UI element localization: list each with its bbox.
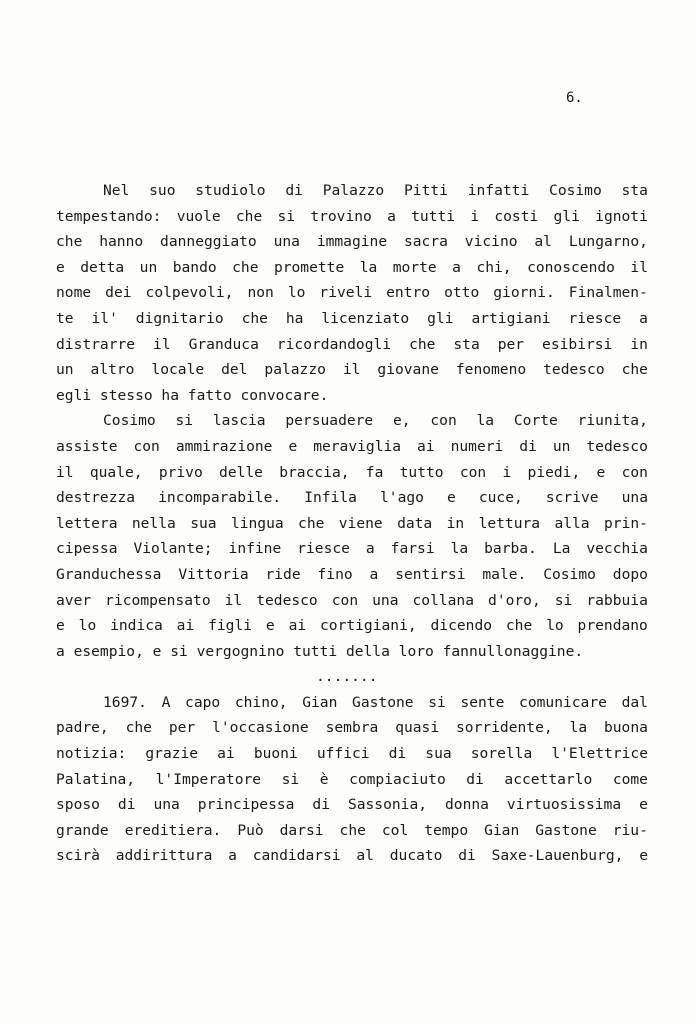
text-line (56, 562, 648, 588)
word: fa (365, 463, 384, 481)
word: Pitti (404, 182, 448, 199)
word: lo (78, 617, 97, 635)
text-line (56, 536, 648, 562)
word: sacra (403, 233, 448, 251)
word: ignoti (595, 207, 648, 225)
word: riesce (568, 309, 622, 327)
word: che (56, 233, 83, 251)
text-line (56, 178, 648, 204)
word: è (319, 770, 329, 788)
word: come (612, 770, 648, 788)
word: la (359, 258, 378, 276)
word: vuole (176, 207, 221, 225)
word: cortigiani, (320, 617, 417, 635)
word: al (534, 233, 552, 251)
line-text: egli stesso ha fatto convocare. (56, 386, 329, 404)
text-line (56, 843, 648, 869)
word: sta (621, 182, 648, 199)
word: Corte (513, 412, 558, 430)
word: e (447, 489, 456, 507)
text-line (56, 715, 648, 741)
word: infatti (467, 182, 530, 199)
word: trovino (310, 207, 372, 225)
text-line (56, 306, 648, 332)
word: una (372, 591, 399, 609)
word: chi, (476, 258, 512, 276)
word: Cosimo (549, 182, 602, 199)
word: a (639, 309, 648, 327)
word: l'Imperatore (155, 770, 262, 788)
word: lo (546, 617, 564, 635)
word: buoni (253, 745, 298, 763)
text-line (56, 613, 648, 639)
word: la (476, 412, 495, 430)
word: grazie (145, 745, 199, 763)
word: e (639, 847, 648, 865)
word: e, (393, 412, 411, 430)
word: i (470, 207, 480, 225)
word: ricompensato (105, 591, 211, 609)
word: quale, (89, 463, 143, 481)
line-text: a esempio, e si vergognino tutti della loro fannullonaggine. (56, 642, 584, 660)
word: e (288, 437, 298, 455)
word: il (342, 361, 361, 379)
word: Finalmen- (568, 284, 648, 302)
text-line (56, 204, 648, 230)
word: indica (110, 617, 163, 635)
word: compiaciuto (349, 770, 446, 788)
word: a (228, 847, 237, 865)
word: conoscendo (527, 258, 615, 276)
word: principessa (197, 796, 295, 814)
text-line (56, 639, 648, 665)
word: lettera (56, 514, 118, 532)
text-line (56, 332, 648, 358)
word: detta (80, 258, 125, 276)
word: del (221, 361, 248, 379)
word: il (153, 335, 171, 353)
word: il (630, 258, 648, 276)
word: dicendo (430, 617, 493, 635)
word: a (369, 565, 379, 583)
word: un (552, 437, 571, 455)
word: gli (427, 309, 454, 327)
word: 1697. (103, 693, 147, 711)
word: virtuosissima (506, 796, 622, 814)
word: A (161, 693, 171, 711)
word: fino (317, 565, 353, 583)
word: di (466, 770, 484, 788)
word: Lungarno, (568, 233, 648, 251)
word: con (430, 412, 457, 430)
word: chino, (234, 693, 288, 711)
word: entro (386, 284, 431, 302)
word: Gastone (535, 821, 597, 839)
word: il (224, 591, 243, 609)
word: Cosimo (543, 565, 596, 583)
word: giorni. (493, 284, 555, 302)
word: viene (338, 514, 383, 532)
word: Cosimo (103, 412, 156, 430)
word: nome (56, 284, 92, 302)
word: in (446, 514, 465, 532)
paragraph (56, 178, 648, 408)
word: il (56, 463, 74, 481)
word: ride (265, 565, 301, 583)
word: giovane (377, 361, 439, 379)
word: che (232, 258, 259, 276)
word: data (397, 514, 433, 532)
word: destrezza (56, 489, 136, 507)
word: riesce (297, 540, 350, 558)
word: si (428, 693, 446, 711)
text-line (56, 280, 648, 306)
word: che (235, 207, 263, 225)
text-line (56, 460, 648, 486)
word: danneggiato (160, 233, 257, 251)
word: Granduca (188, 335, 259, 353)
word: con (621, 463, 648, 481)
word: ai (176, 617, 195, 635)
word: di (458, 847, 476, 865)
word: che (409, 335, 436, 353)
word: ereditiera. (124, 821, 222, 839)
word: una (153, 796, 180, 814)
word: Gian (484, 821, 520, 839)
word: ducato (389, 847, 443, 865)
word: e (56, 617, 65, 635)
word: Gastone (352, 693, 414, 711)
word: cuce, (478, 489, 523, 507)
word: colpevoli, (145, 284, 234, 302)
word: lingua (230, 514, 284, 532)
word: per (497, 335, 525, 353)
text-line (56, 408, 648, 434)
word: comunicare (519, 693, 607, 711)
word: di (388, 745, 407, 763)
text-line (56, 383, 648, 409)
word: riu- (612, 821, 648, 839)
text-line (56, 357, 648, 383)
paragraph (56, 690, 648, 869)
word: male. (482, 565, 527, 583)
word: candidarsi (252, 847, 341, 865)
word: altro (90, 361, 135, 379)
word: artigiani (471, 309, 551, 327)
word: lettura (478, 514, 541, 532)
word: morte (392, 258, 437, 276)
word: persuadere (285, 412, 374, 430)
word: e (56, 258, 65, 276)
text-line (56, 588, 648, 614)
word: cipessa (56, 540, 118, 558)
word: meraviglia (313, 437, 402, 455)
word: sua (190, 514, 217, 532)
word: barba. (484, 540, 537, 558)
word: ricordandogli (276, 335, 392, 353)
word: a (452, 258, 461, 276)
word: tedesco (543, 361, 605, 379)
word: che (241, 309, 268, 327)
word: capo (185, 693, 221, 711)
word: sorella (470, 745, 533, 763)
word: dal (621, 693, 648, 711)
body-text (56, 178, 648, 869)
word: tutto (399, 463, 444, 481)
word: l'ago (380, 489, 424, 507)
word: l'Elettrice (551, 745, 648, 763)
word: sentirsi (395, 565, 466, 583)
word: si (277, 207, 296, 225)
word: con (331, 591, 359, 609)
word: alla (554, 514, 590, 532)
word: e (265, 617, 275, 635)
word: che (339, 821, 366, 839)
word: infine (228, 540, 282, 558)
text-line (56, 485, 648, 511)
word: padre, (56, 719, 109, 737)
word: una (621, 489, 648, 507)
text-line (56, 511, 648, 537)
word: darsi (279, 821, 324, 839)
word: gli (553, 207, 580, 225)
word: otto (444, 284, 480, 302)
word: farsi (390, 540, 435, 558)
word: La (552, 540, 571, 558)
word: sente (460, 693, 505, 711)
word: scrive (545, 489, 599, 507)
word: esibirsi (542, 335, 613, 353)
word: Sassonia, (347, 796, 428, 814)
word: vecchia (586, 540, 648, 558)
word: di (312, 796, 330, 814)
word: Può (237, 821, 264, 839)
word: piedi, (527, 463, 581, 481)
word: fenomeno (455, 361, 527, 379)
word: ai (288, 617, 307, 635)
word: Vittoria (178, 565, 249, 583)
word: sposo (56, 796, 100, 814)
word: il' (91, 309, 118, 327)
text-line (56, 229, 648, 255)
word: collana (412, 591, 475, 609)
word: che (505, 617, 533, 635)
word: lascia (212, 412, 266, 430)
word: la (569, 719, 588, 737)
word: e (596, 463, 606, 481)
word: privo (158, 463, 203, 481)
word: si (554, 591, 573, 609)
word: ai (417, 437, 435, 455)
word: di (519, 437, 537, 455)
word: bando (172, 258, 217, 276)
word: sorridente, (456, 719, 553, 737)
word: buona (603, 719, 648, 737)
word: immagine (316, 233, 388, 251)
word: di (117, 796, 136, 814)
word: Granduchessa (56, 565, 162, 583)
word: a (365, 540, 375, 558)
word: riveli (319, 284, 373, 302)
text-line (56, 818, 648, 844)
word: che (298, 514, 325, 532)
word: a (387, 207, 396, 225)
word: promette (273, 258, 345, 276)
word: donna (445, 796, 489, 814)
word: in (630, 335, 648, 353)
word: quasi (395, 719, 440, 737)
word: studiolo (195, 182, 266, 199)
word: Infila (304, 489, 357, 507)
word: che (621, 361, 648, 379)
page-number: 6. (566, 90, 583, 106)
word: si (281, 770, 300, 788)
word: con (133, 437, 160, 455)
word: per (168, 719, 196, 737)
word: scirà (56, 847, 100, 865)
text-line (56, 434, 648, 460)
word: e (639, 796, 648, 814)
word: di (285, 182, 303, 199)
word: numeri (450, 437, 504, 455)
section-separator: ....... (316, 668, 378, 686)
word: d'oro, (488, 591, 541, 609)
word: tutti (411, 207, 456, 225)
word: tempo (424, 821, 469, 839)
word: incomparabile. (158, 489, 282, 507)
word: un (56, 361, 74, 379)
word: un (139, 258, 158, 276)
word: assiste (56, 437, 118, 455)
word: ammirazione (175, 437, 273, 455)
word: tedesco (586, 437, 648, 455)
word: costi (494, 207, 539, 225)
word: col (381, 821, 409, 839)
word: tempestando: (56, 207, 162, 225)
word: te (56, 309, 74, 327)
word: una (273, 233, 300, 251)
word: accettarlo (504, 770, 593, 788)
word: notizia: (56, 745, 127, 763)
word: Violante; (133, 540, 213, 558)
word: Nel (103, 182, 130, 199)
word: Palazzo (322, 182, 385, 199)
word: sembra (325, 719, 379, 737)
word: aver (56, 591, 92, 609)
word: con (459, 463, 487, 481)
word: la (450, 540, 469, 558)
word: addirittura (115, 847, 213, 865)
word: sta (453, 335, 480, 353)
word: nella (131, 514, 176, 532)
word: al (356, 847, 374, 865)
word: dopo (612, 565, 648, 583)
word: hanno (99, 233, 144, 251)
word: distrarre (56, 335, 136, 353)
word: sua (425, 745, 452, 763)
word: locale (151, 361, 205, 379)
word: braccia, (279, 463, 350, 481)
word: suo (149, 182, 176, 199)
word: palazzo (264, 361, 326, 379)
text-line (56, 690, 648, 716)
word: licenziato (321, 309, 410, 327)
word: si (175, 412, 194, 430)
word: riunita, (577, 412, 648, 430)
paragraph (56, 408, 648, 664)
word: non (247, 284, 274, 302)
word: i (502, 463, 512, 481)
word: vicino (464, 233, 518, 251)
word: grande (56, 821, 109, 839)
word: uffici (316, 745, 370, 763)
word: Saxe-Lauenburg, (491, 847, 624, 865)
word: rabbuia (586, 591, 648, 609)
text-line (56, 741, 648, 767)
word: figli (208, 617, 253, 635)
word: ai (217, 745, 235, 763)
word: Gian (302, 693, 338, 711)
word: lo (287, 284, 306, 302)
word: l'occasione (212, 719, 309, 737)
text-line (56, 767, 648, 793)
word: Palatina, (56, 770, 136, 788)
word: dignitario (135, 309, 224, 327)
text-line (56, 255, 648, 281)
text-line (56, 792, 648, 818)
word: prendano (577, 617, 648, 635)
word: dei (105, 284, 132, 302)
word: tedesco (256, 591, 318, 609)
word: prin- (603, 514, 648, 532)
word: ha (285, 309, 304, 327)
word: che (125, 719, 152, 737)
word: delle (219, 463, 263, 481)
